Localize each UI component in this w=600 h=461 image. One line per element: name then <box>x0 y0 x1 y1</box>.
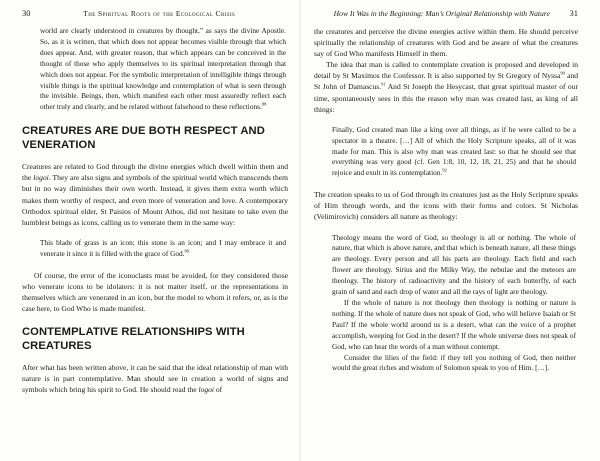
left-paragraph-2: Of course, the error of the iconoclasts must be avoided, for they considered those who venerate icons to be idolaters: it is not matter itself, or the representations in themselves which are venerated in an icon, but the model to whom it refers, or, as is the case here, to God Who is made manifest. <box>22 270 288 313</box>
section-heading-respect-veneration: CREATURES ARE DUE BOTH RESPECT AND VENERATION <box>22 125 265 151</box>
left-running-head <box>22 0 288 26</box>
left-paragraph-1: Creatures are related to God through the divine energies which dwell within them and the logoi. They are also signs and symbols of the spiritual world which transcends them but in no way diminishes their own worth. Instead, it gives them extra worth which makes them worthy of respect, and even more of veneration and love. A contemporary Orthodox spiritual elder, St Paisios of Mount Athos, did not hesitate to take even the humblest beings as icons, calling us to venerate them in the same way: <box>22 162 289 227</box>
left-running-title: The Spiritual Roots of the Ecological Crisis <box>83 9 236 18</box>
right-quote-joseph-text: Finally, God created man like a king over all things, as if he were called to be a spectator in a theatre. […] All of which the Holy Scripture speaks, all of it was made for man. This is also why man was created last: so that he should see that everything was very good (cf. Gen 1:8, 10, 12, 18, 21, 25) and that he should rejoice and exult in its contemplation. <box>332 124 576 178</box>
footnote-ref[interactable]: 92 <box>442 167 447 173</box>
right-paragraph-1: the creatures and perceive the divine energies active within them. He should perceive spiritually the relationship of creatures with God and be aware of what the creatures say of God Who manifests Himself in them. <box>314 27 578 59</box>
footnote-ref[interactable]: 91 <box>381 81 386 87</box>
right-running-head <box>314 0 578 26</box>
left-quote-paisios-text: This blade of grass is an icon; this stone is an icon; and I may embrace it and venerate it since it is filled with the grace of God. <box>40 237 286 258</box>
footnote-ref[interactable]: 88 <box>261 101 267 107</box>
section-heading-contemplative: CONTEMPLATIVE RELATIONSHIPS WITH CREATURES <box>22 326 245 352</box>
left-quote-continued <box>40 26 286 113</box>
right-quote-joseph <box>332 125 576 180</box>
left-paragraph-3: After what has been written above, it can be said that the ideal relationship of man with nature is in part contemplative. Man should see in creation a world of signs and symbols which bring his spirit to God. He should read the logoi of <box>22 363 288 395</box>
footnote-ref[interactable]: 89 <box>184 248 190 254</box>
right-page-number: 31 <box>569 8 578 18</box>
right-quote-nicholas-p1: Theology means the word of God, so theology is all or nothing. The whole of nature, that which is above nature, and that which is beneath nature, all these things are theology. Every person and all his parts are theology. Each field and each flower are theology. Sirius and the Milky Way, the nebulae and the meteors are theology. The history of radioactivity and the history of each butterfly, of each grain of sand and each drop of water and all the rays of light are theology. <box>332 232 576 297</box>
footnote-ref[interactable]: 90 <box>560 70 565 76</box>
right-running-title: How It Was in the Beginning: Man’s Original Relationship with Nature <box>333 9 550 18</box>
right-paragraph-3: The creation speaks to us of God through its creatures just as the Holy Scripture speaks of Him through words, and the icons with their forms and colors. St Nicholas (Velimirovich) considers all nature as theology: <box>314 190 578 222</box>
left-quote-continued-text: world are clearly understood in creatures by thought,” as says the divine Apostle. So, as it is written, that which does not appear becomes visible through that which does appear. And, with greater reason, that which appears can be conceived in the thought of those who apply themselves to its spiritual interpretation through that which does not appear. For the symbolic interpretation of intelligible things through visible things is the spiritual knowledge and contemplation of what is seen through the invisible. Beings, then, which manifest each other must assuredly reflect each other truly and clearly, and be related without falsehood to these reflections. <box>40 26 286 112</box>
right-page <box>300 0 600 461</box>
right-quote-nicholas-p2: If the whole of nature is not theology then theology is nothing or nature is nothing. If the whole of nature does not speak of God, who will believe Isaiah or St Paul? If the whole world around us is a desert, what can the voice of a prophet accomplish, weeping for God in the desert? If the whole universe does not speak of God, who can hear the words of a man without contempt. <box>332 298 576 351</box>
right-quote-nicholas-p3: Consider the lilies of the field: if they tell you nothing of God, then neither would the great riches and wisdom of Solomon speak to you of Him. […]. <box>332 352 576 373</box>
right-paragraph-2: The idea that man is called to contemplate creation is proposed and developed in detail by St Maximos the Confessor. It is also supported by St Gregory of Nyssa$^{90}$ and St John of Damascus.$^{91}$ And St Joseph the Hesycast, that great spiritual master of our time, spontaneously sees in this the reason why man was created last, as king of all things: <box>314 60 578 114</box>
left-page-number: 30 <box>22 8 31 18</box>
right-quote-nicholas <box>332 233 576 375</box>
left-quote-paisios <box>40 238 286 260</box>
